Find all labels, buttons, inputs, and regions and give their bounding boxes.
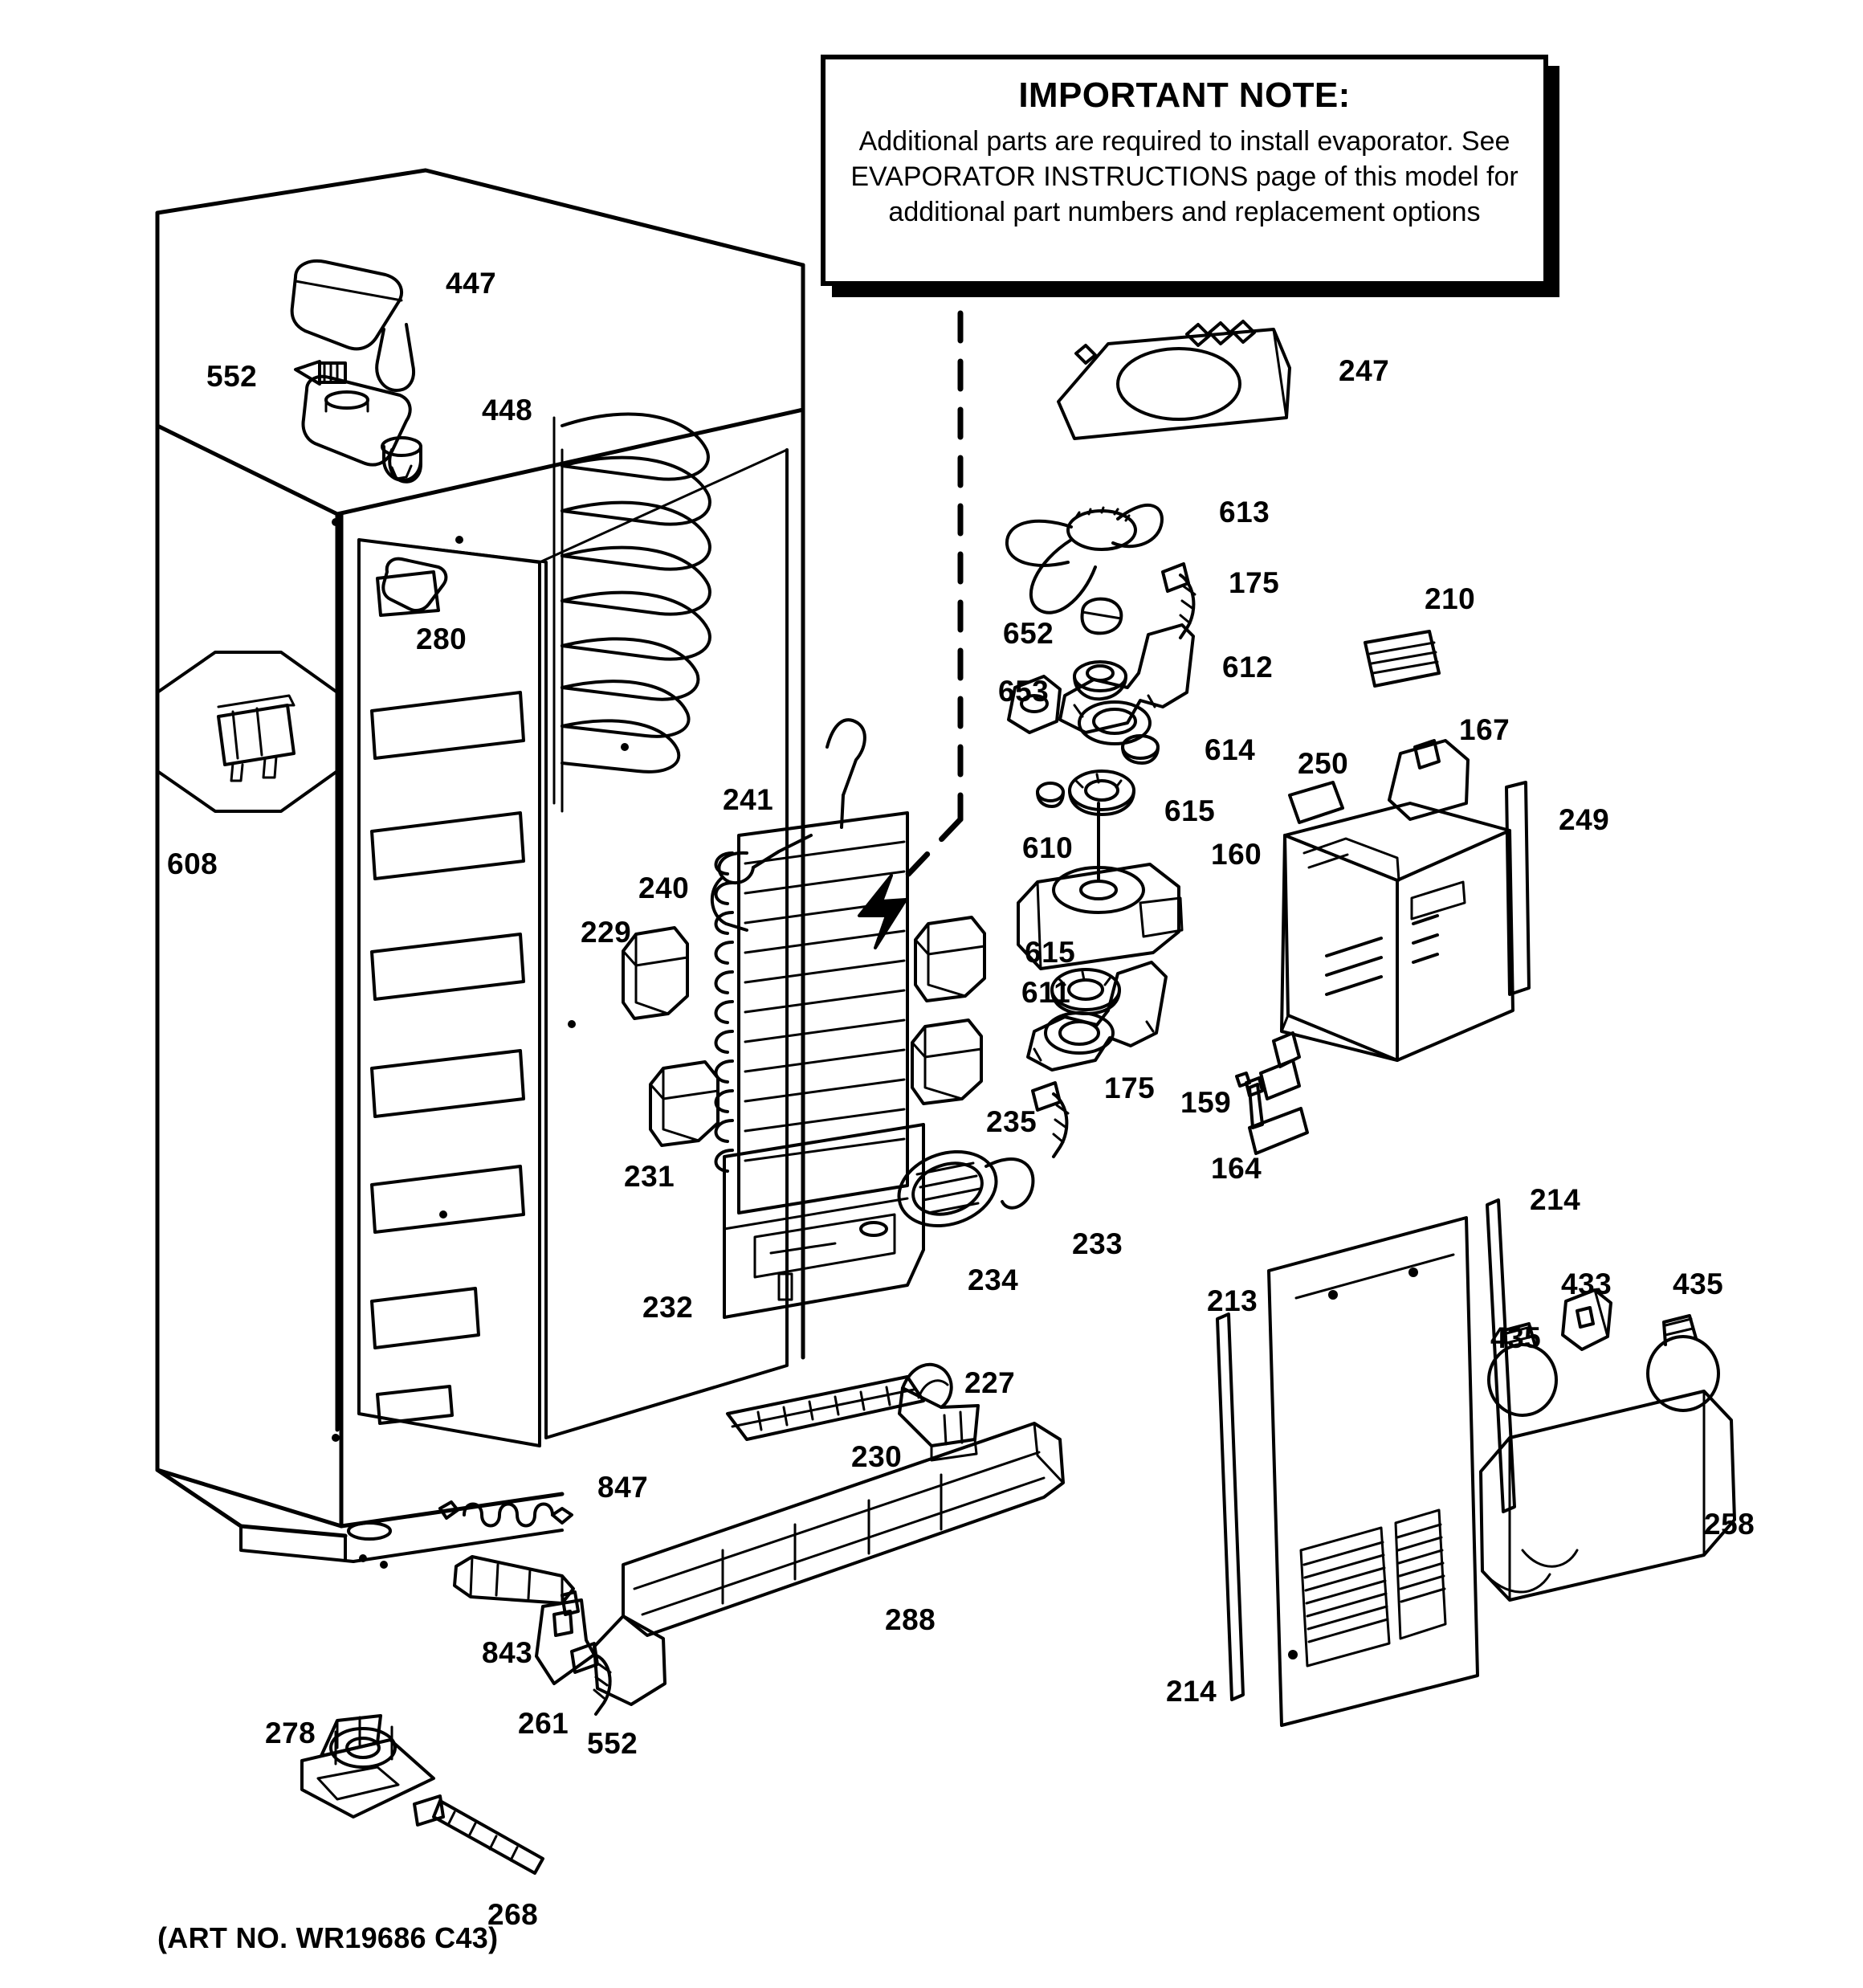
part-callout-234: 234 — [968, 1263, 1019, 1296]
part-callout-175: 175 — [1229, 566, 1280, 599]
part-callout-611: 611 — [1021, 976, 1071, 1009]
important-note-box — [821, 55, 1548, 286]
part-callout-612: 612 — [1222, 651, 1274, 684]
part-callout-552: 552 — [587, 1727, 638, 1760]
part-callout-159: 159 — [1180, 1086, 1232, 1119]
part-callout-258: 258 — [1704, 1508, 1755, 1541]
part-callout-213: 213 — [1207, 1284, 1258, 1317]
part-callout-280: 280 — [416, 623, 467, 655]
part-callout-610: 610 — [1022, 831, 1074, 864]
part-callout-613: 613 — [1219, 496, 1270, 529]
part-callout-227: 227 — [964, 1366, 1016, 1399]
important-note-title: IMPORTANT NOTE: — [1018, 76, 1351, 115]
part-callout-160: 160 — [1211, 838, 1262, 871]
part-callout-241: 241 — [723, 783, 774, 816]
part-callout-229: 229 — [581, 916, 632, 949]
part-callout-175: 175 — [1104, 1072, 1156, 1104]
part-callout-615: 615 — [1164, 794, 1216, 827]
part-callout-435: 435 — [1673, 1268, 1724, 1300]
part-callout-608: 608 — [167, 847, 218, 880]
part-callout-233: 233 — [1072, 1227, 1123, 1260]
part-callout-230: 230 — [851, 1440, 903, 1473]
part-callout-278: 278 — [265, 1717, 316, 1749]
part-callout-214: 214 — [1530, 1183, 1581, 1216]
part-callout-614: 614 — [1205, 733, 1256, 766]
part-callout-214: 214 — [1166, 1675, 1217, 1708]
part-callout-247: 247 — [1339, 354, 1390, 387]
part-callout-261: 261 — [518, 1707, 569, 1740]
part-callout-433: 433 — [1561, 1268, 1612, 1300]
part-callout-268: 268 — [487, 1898, 539, 1931]
part-callout-250: 250 — [1298, 747, 1349, 780]
part-callout-232: 232 — [642, 1291, 694, 1324]
part-callout-235: 235 — [986, 1105, 1037, 1138]
part-callout-435: 435 — [1490, 1321, 1542, 1354]
part-callout-231: 231 — [624, 1160, 675, 1193]
part-callout-240: 240 — [638, 872, 690, 904]
part-callout-288: 288 — [885, 1603, 936, 1636]
part-callout-847: 847 — [597, 1471, 649, 1504]
art-number-label: (ART NO. WR19686 C43) — [157, 1921, 499, 1954]
part-callout-843: 843 — [482, 1636, 533, 1669]
part-callout-552: 552 — [206, 360, 258, 393]
part-callout-653: 653 — [998, 675, 1050, 708]
important-note-body: Additional parts are required to install evaporator. See EVAPORATOR INSTRUCTIONS page of this model for additional part numbers and replacement options — [850, 126, 1519, 228]
part-callout-447: 447 — [446, 267, 497, 300]
part-callout-210: 210 — [1425, 582, 1476, 615]
part-callout-249: 249 — [1559, 803, 1610, 836]
part-callout-615: 615 — [1025, 936, 1076, 969]
part-callout-164: 164 — [1211, 1152, 1262, 1185]
part-callout-448: 448 — [482, 394, 533, 427]
part-callout-167: 167 — [1459, 713, 1510, 746]
part-callout-652: 652 — [1003, 617, 1054, 650]
